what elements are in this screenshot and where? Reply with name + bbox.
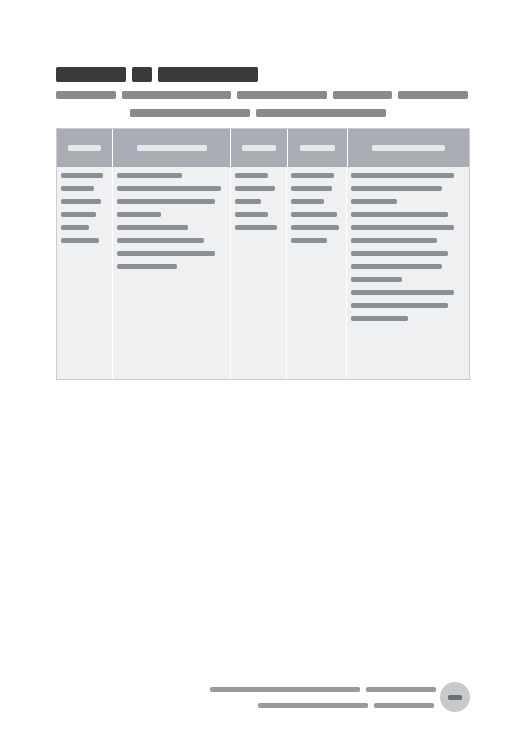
body-cell-2 (113, 167, 231, 379)
body-cell-4 (287, 167, 347, 379)
standard-text-line-2 (130, 106, 394, 120)
footer-text-line-2 (258, 700, 438, 710)
header-cell-4 (288, 129, 348, 167)
body-cell-3 (231, 167, 287, 379)
header-cell-1 (57, 129, 113, 167)
footer-text-line-1 (210, 684, 438, 694)
header-cell-5 (348, 129, 469, 167)
table-body-row (57, 167, 469, 379)
body-cell-5 (347, 167, 469, 379)
table-header-row (57, 129, 469, 167)
indicator-table (56, 128, 470, 380)
body-cell-1 (57, 167, 113, 379)
header-cell-2 (113, 129, 231, 167)
header-cell-3 (231, 129, 287, 167)
standard-text-line-1 (56, 88, 468, 102)
page-number-badge (440, 682, 470, 712)
strand-title (56, 64, 476, 84)
